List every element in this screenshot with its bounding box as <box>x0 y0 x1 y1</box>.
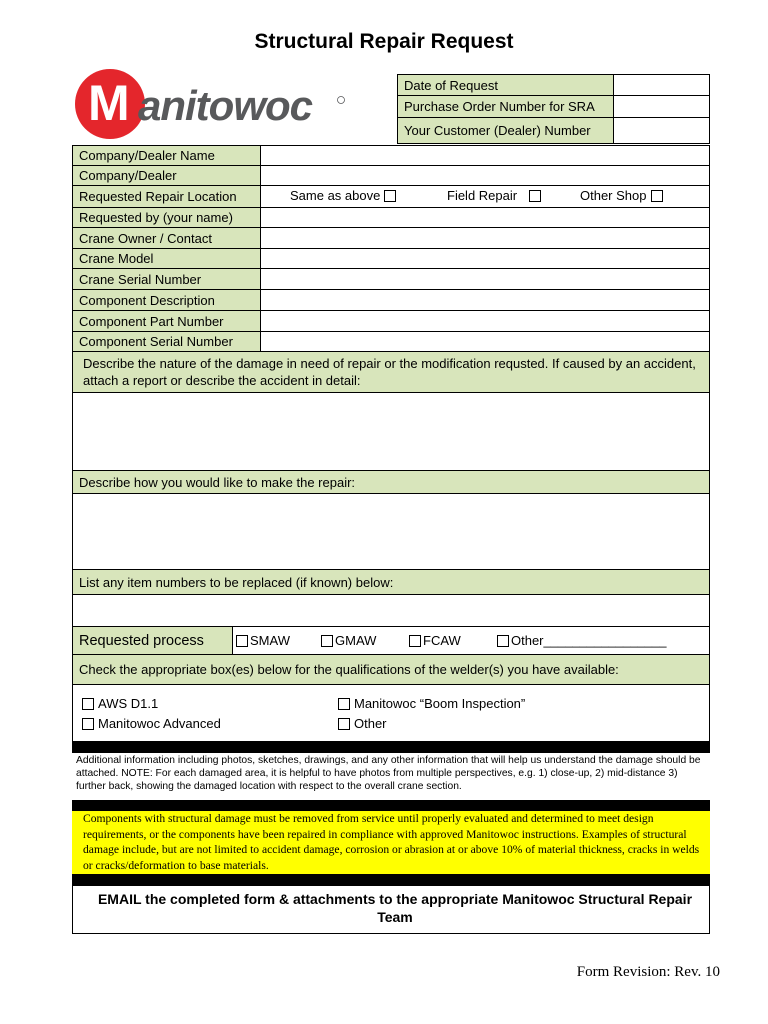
date-of-request-input[interactable] <box>613 74 710 96</box>
items-input[interactable] <box>72 594 710 627</box>
warning-notice: Components with structural damage must be removed from service until properly evaluated and determined to meet design requirements, or the components have been repaired in compliance with approved Manitowoc instructions. Examples of structural damage include, but are not limited to accident damage, corrosion or abrasion at or above 10% of material thickness, cracks in welds or cracks/deformation to base materials. <box>72 811 710 874</box>
email-instruction: EMAIL the completed form & attachments to the appropriate Manitowoc Structural Repair Team <box>97 891 693 925</box>
boom-inspection-checkbox[interactable] <box>338 698 350 710</box>
svg-text:anitowoc: anitowoc <box>138 82 313 129</box>
damage-prompt: Describe the nature of the damage in need of repair or the modification requsted. If caused by an accident, attach a report or describe the accident in detail: <box>72 351 710 393</box>
gmaw-checkbox[interactable] <box>321 635 333 647</box>
smaw-checkbox[interactable] <box>236 635 248 647</box>
field-label-requested-by: Requested by (your name) <box>72 207 261 228</box>
manitowoc-logo <box>74 68 364 140</box>
welder-option-label: Manitowoc Advanced <box>98 716 221 731</box>
welder-option-aws[interactable] <box>82 696 158 711</box>
welder-option-advanced[interactable] <box>82 716 221 731</box>
header-label-po: Purchase Order Number for SRA <box>397 95 614 118</box>
process-option-label: FCAW <box>423 633 461 648</box>
location-option-other[interactable] <box>580 188 663 203</box>
other-process-line[interactable]: _________________ <box>543 633 667 648</box>
component-serial-number-input[interactable] <box>260 331 710 352</box>
customer-number-input[interactable] <box>613 117 710 144</box>
welder-option-label: Manitowoc “Boom Inspection” <box>354 696 526 711</box>
field-label-company-dealer-name: Company/Dealer Name <box>72 145 261 166</box>
svg-text:M: M <box>88 75 130 131</box>
field-label-crane-serial: Crane Serial Number <box>72 268 261 290</box>
component-part-number-input[interactable] <box>260 310 710 332</box>
process-option-smaw[interactable] <box>236 633 290 648</box>
component-description-input[interactable] <box>260 289 710 311</box>
damage-description-textarea[interactable] <box>72 392 710 471</box>
crane-model-input[interactable] <box>260 248 710 269</box>
process-option-label: GMAW <box>335 633 377 648</box>
field-label-repair-location: Requested Repair Location <box>72 185 261 208</box>
welder-options-area <box>72 684 710 742</box>
requested-by-input[interactable] <box>260 207 710 228</box>
location-option-label: Other Shop <box>580 188 647 203</box>
process-option-label: Other <box>511 633 544 648</box>
location-option-field[interactable] <box>447 188 541 203</box>
aws-d11-checkbox[interactable] <box>82 698 94 710</box>
items-prompt: List any item numbers to be replaced (if known) below: <box>72 569 710 595</box>
crane-owner-input[interactable] <box>260 227 710 249</box>
welder-option-label: AWS D1.1 <box>98 696 159 711</box>
other-welder-checkbox[interactable] <box>338 718 350 730</box>
location-option-label: Same as above <box>290 188 381 203</box>
divider-bar <box>72 741 710 753</box>
welder-prompt: Check the appropriate box(es) below for the qualifications of the welder(s) you have available: <box>72 654 710 685</box>
repair-prompt: Describe how you would like to make the repair: <box>72 470 710 494</box>
process-option-other[interactable] <box>497 633 666 648</box>
location-option-label: Field Repair <box>447 188 518 203</box>
field-label-crane-owner: Crane Owner / Contact <box>72 227 261 249</box>
repair-description-textarea[interactable] <box>72 493 710 570</box>
form-revision: Form Revision: Rev. 10 <box>576 964 720 980</box>
page-title: Structural Repair Request <box>254 30 514 53</box>
location-option-same[interactable] <box>290 188 396 203</box>
po-number-input[interactable] <box>613 95 710 118</box>
additional-info-text: Additional information including photos, sketches, drawings, and any other information that will help us understand the damage should be attached. NOTE: For each damaged area, it is helpful to have photos from multiple perspectives, e.g. 1) close-up, 2) mid-distance 3) further back, showing the damaged location with respect to the overall crane section. <box>76 755 701 792</box>
process-option-label: SMAW <box>250 633 290 648</box>
field-label-company-dealer: Company/Dealer <box>72 165 261 186</box>
other-process-checkbox[interactable] <box>497 635 509 647</box>
field-repair-checkbox[interactable] <box>529 190 541 202</box>
company-dealer-name-input[interactable] <box>260 145 710 166</box>
welder-option-boom[interactable] <box>338 696 525 711</box>
header-label-date: Date of Request <box>397 74 614 96</box>
field-label-component-serial-number: Component Serial Number <box>72 331 261 352</box>
process-option-gmaw[interactable] <box>321 633 376 648</box>
divider-bar <box>72 874 710 886</box>
field-label-component-part-number: Component Part Number <box>72 310 261 332</box>
process-label: Requested process <box>72 626 233 655</box>
manitowoc-advanced-checkbox[interactable] <box>82 718 94 730</box>
divider-bar <box>72 800 710 811</box>
process-option-fcaw[interactable] <box>409 633 461 648</box>
field-label-component-description: Component Description <box>72 289 261 311</box>
fcaw-checkbox[interactable] <box>409 635 421 647</box>
crane-serial-input[interactable] <box>260 268 710 290</box>
header-label-customer: Your Customer (Dealer) Number <box>397 117 614 144</box>
other-shop-checkbox[interactable] <box>651 190 663 202</box>
company-dealer-input[interactable] <box>260 165 710 186</box>
welder-option-other[interactable] <box>338 716 387 731</box>
welder-option-label: Other <box>354 716 387 731</box>
same-as-above-checkbox[interactable] <box>384 190 396 202</box>
field-label-crane-model: Crane Model <box>72 248 261 269</box>
